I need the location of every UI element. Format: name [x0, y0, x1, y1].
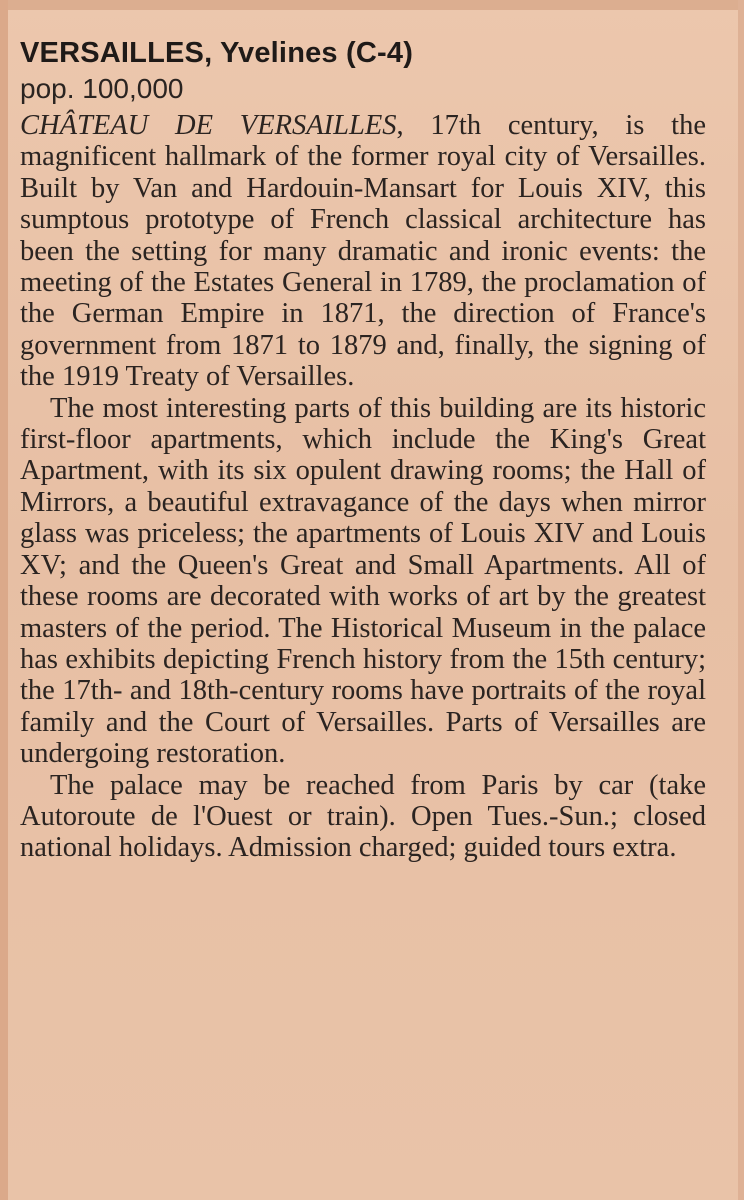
paper-left-edge — [0, 0, 8, 1200]
paper-right-edge — [738, 0, 744, 1200]
entry-population: pop. 100,000 — [20, 73, 184, 104]
entry-body — [20, 110, 706, 864]
paper-top-edge — [0, 0, 744, 10]
paragraph-chateau — [20, 110, 706, 393]
paragraph-chateau-lead: CHÂTEAU DE VERSAILLES — [20, 110, 397, 141]
paragraph-access: The palace may be reached from Paris by car (take Autoroute de l'Ouest or train). Open Tues.-Sun.; closed national holidays. Admission charged; guided tours extra. — [20, 769, 706, 864]
entry-title: VERSAILLES, Yvelines (C-4) — [20, 37, 414, 69]
guide-entry — [20, 36, 706, 864]
paragraph-apartments: The most interesting parts of this building are its historic first-floor apartments, which include the King's Great Apartment, with its six opulent drawing rooms; the Hall of Mirrors, a beautiful extravagance of the days when mirror glass was priceless; the apartments of Louis XIV and Louis XV; and the Queen's Great and Small Apartments. All of these rooms are decorated with works of art by the greatest masters of the period. The Historical Museum in the palace has exhibits depicting French history from the 15th century; the 17th- and 18th-century rooms have portraits of the royal family and the Court of Versailles. Parts of Versailles are undergoing restoration. — [20, 392, 706, 770]
paragraph-chateau-text: , 17th century, is the magnificent hallmark of the former royal city of Versailles. Built by Van and Hardouin-Mansart for Louis XIV, this sumptous prototype of French classical architecture has been the setting for many dramatic and ironic events: the meeting of the Estates General in 1789, the proclamation of the German Empire in 1871, the direction of France's government from 1871 to 1879 and, finally, the signing of the 1919 Treaty of Versailles. — [20, 110, 706, 393]
